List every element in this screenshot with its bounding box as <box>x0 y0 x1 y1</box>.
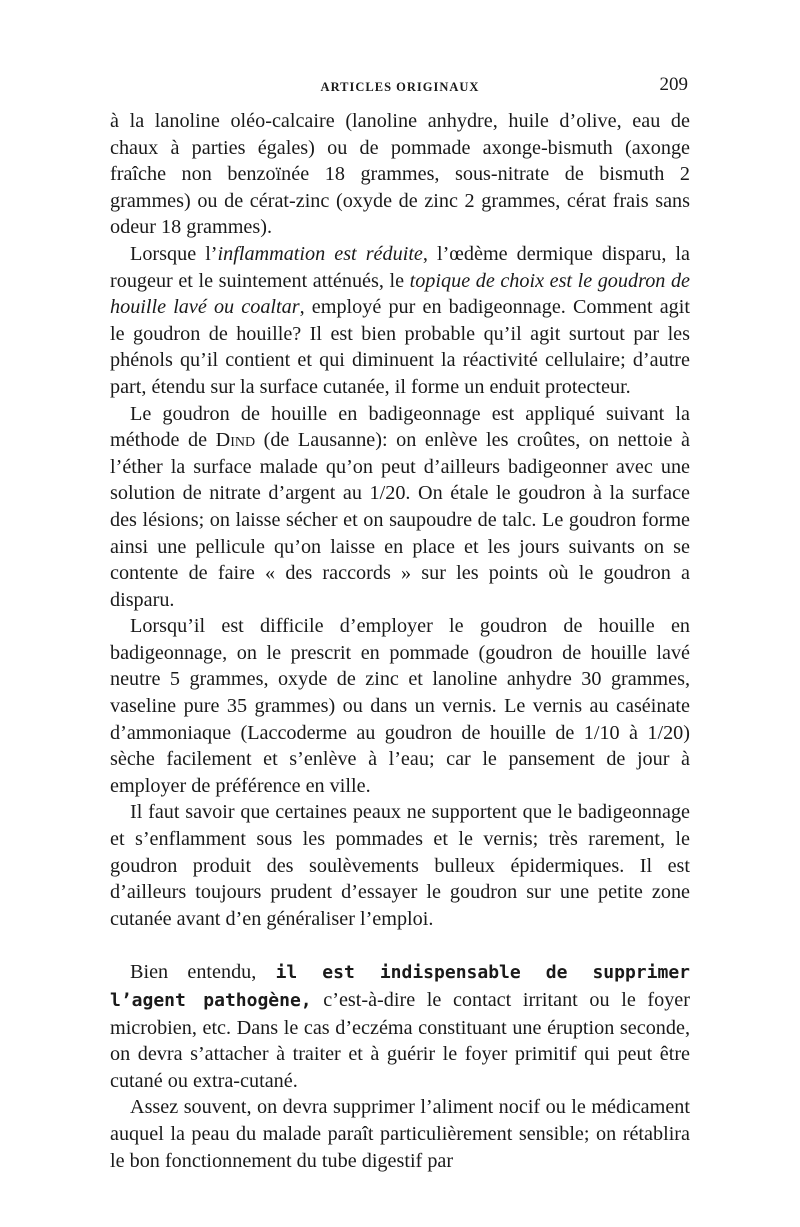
paragraph-3 <box>110 401 690 614</box>
paragraph-3-part-a: Le goudron de houille en badigeonnage est appliqué suivant la méthode de <box>110 402 690 452</box>
paragraph-4: Lorsqu’il est difficile d’employer le goudron de houille en badigeonnage, on le prescrit en pommade (goudron de houille lavé neutre 5 grammes, oxyde de zinc et lanoline anhydre 30 grammes, vaseline pure 35 grammes) ou dans un vernis. Le vernis au caséinate d’ammoniaque (Laccoderme au goudron de houille de 1/10 à 1/20) sèche facilement et s’enlève à l’eau; car le pansement de jour à employer de préférence en ville. <box>110 615 690 797</box>
paragraph-3-part-c: (de Lausanne): on enlève les croûtes, on nettoie à l’éther la surface malade qu’on peut d’ailleurs badigeonner avec une solution de nitrate d’argent au 1/20. On étale le goudron à la surface des lésions; on laisse sécher et on saupoudre de talc. Le goudron forme ainsi une pellicule qu’on laisse en place et les jours suivants on se contente de faire « des raccords » sur les points où le goudron a disparu. <box>110 429 690 611</box>
paragraph-3-author-dind: Dind <box>215 429 256 452</box>
paragraph-1: à la lanoline oléo-calcaire (lanoline anhydre, huile d’olive, eau de chaux à parties égales) ou de pommade axonge-bismuth (axonge fraîche non benzoïnée 18 grammes, sous-nitrate de bismuth 2 grammes) ou de cérat-zinc (oxyde de zinc 2 grammes, cérat frais sans odeur 18 grammes). <box>110 110 690 239</box>
paragraph-2-part-c: , l’œdème dermique disparu, la rougeur et le suintement atténués, le <box>110 242 690 292</box>
paragraph-5: Il faut savoir que certaines peaux ne supportent que le badigeonnage et s’enflamment sous les pommades et le vernis; très rarement, le goudron produit des soulèvements bulleux épidermiques. Il est d’ailleurs toujours prudent d’essayer le goudron sur une petite zone cutanée avant d’en généraliser l’emploi. <box>110 801 690 930</box>
paragraph-6 <box>110 959 690 1094</box>
body-text <box>110 108 690 1174</box>
paragraph-6-bold-phrase: il est indispensable de supprimer l’agent pathogène, <box>110 962 690 1011</box>
paragraph-6-part-a: Bien entendu, <box>130 961 276 984</box>
paragraph-2-part-a: Lorsque l’ <box>130 242 218 265</box>
page-number: 209 <box>659 74 688 95</box>
paragraph-6-part-c: c’est-à-dire le contact irritant ou le foyer microbien, etc. Dans le cas d’eczéma constituant une éruption seconde, on devra s’attacher à traiter et à guérir le foyer primitif qui peut être cutané ou extra-cutané. <box>110 989 690 1092</box>
paragraph-7: Assez souvent, on devra supprimer l’aliment nocif ou le médicament auquel la peau du malade paraît particulièrement sensible; on rétablira le bon fonctionnement du tube digestif par <box>110 1096 690 1172</box>
running-title: ARTICLES ORIGINAUX <box>320 80 480 94</box>
paragraph-2-part-e: , employé pur en badigeonnage. Comment agit le goudron de houille? Il est bien probable qu’il agit surtout par les phénols qu’il contient et qui diminuent la réactivité cellulaire; d’autre part, étendu sur la surface cutanée, il forme un enduit protecteur. <box>110 296 690 398</box>
paragraph-2-emphasis-topique: topique de choix est le goudron de houille lavé ou coaltar <box>110 269 690 319</box>
paragraph-2 <box>110 241 690 401</box>
paragraph-2-emphasis-inflammation: inflammation est réduite <box>217 242 423 265</box>
